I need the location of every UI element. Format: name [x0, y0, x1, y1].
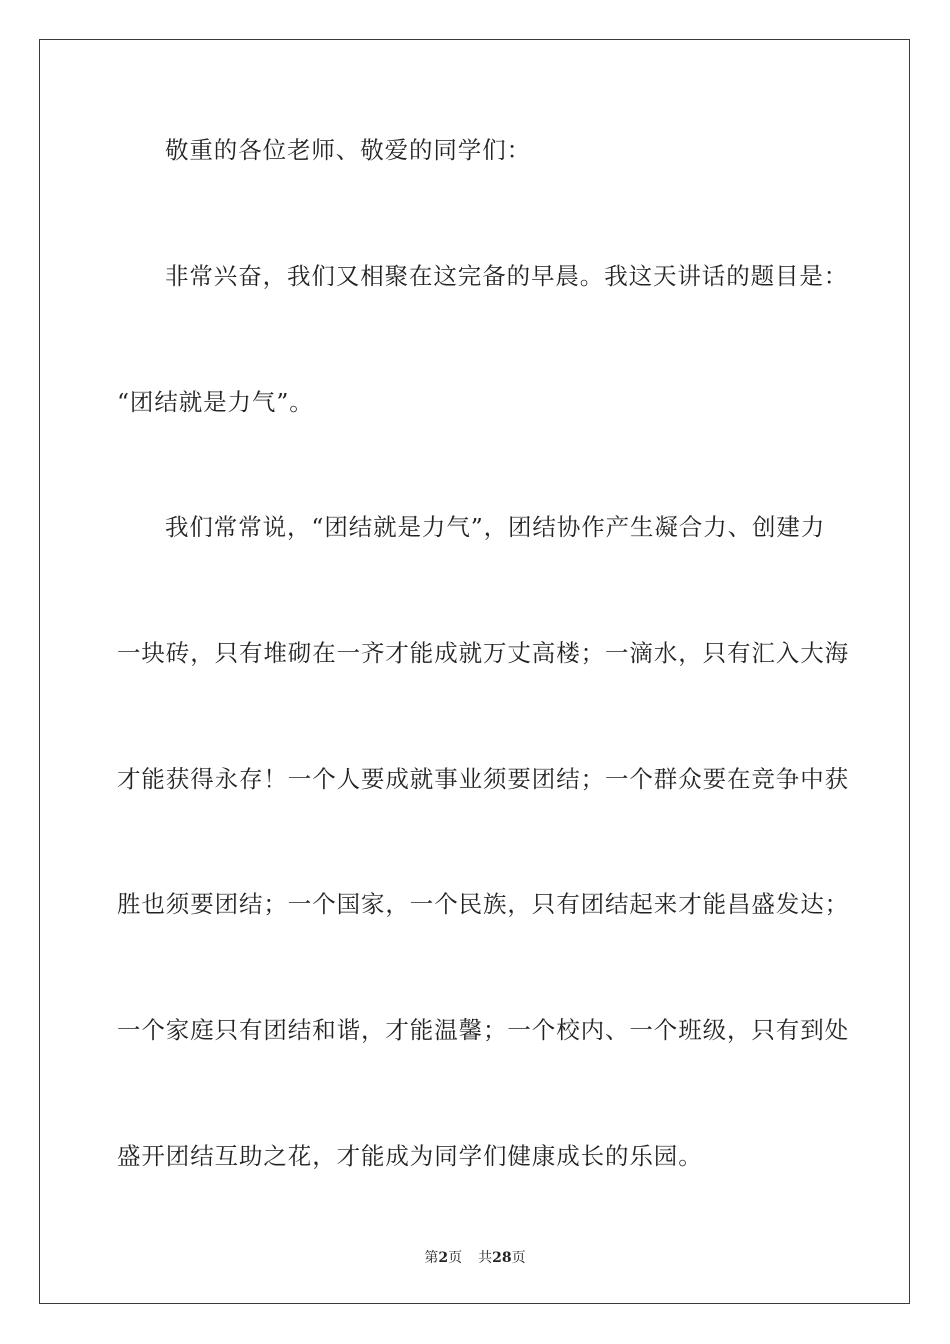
- page-number: 2: [438, 1250, 449, 1266]
- page-border: [39, 39, 910, 1304]
- paragraph-body-line-1: 我们常常说，“团结就是力气”，团结协作产生凝合力、创建力: [165, 513, 826, 541]
- page-footer: [0, 1249, 950, 1267]
- paragraph-body-line-6: 盛开团结互助之花，才能成为同学们健康成长的乐园。: [117, 1142, 703, 1170]
- total-suffix: 页: [511, 1250, 526, 1266]
- paragraph-opening-continued: “团结就是力气”。: [117, 388, 314, 416]
- total-pages: 28: [492, 1250, 512, 1266]
- page-prefix: 第: [424, 1250, 439, 1266]
- paragraph-body-line-4: 胜也须要团结；一个国家，一个民族，只有团结起来才能昌盛发达；: [117, 890, 849, 918]
- total-prefix: 共: [478, 1250, 493, 1266]
- paragraph-body-line-3: 才能获得永存！一个人要成就事业须要团结；一个群众要在竞争中获: [117, 765, 849, 793]
- paragraph-body-line-5: 一个家庭只有团结和谐，才能温馨；一个校内、一个班级，只有到处: [117, 1016, 849, 1044]
- paragraph-opening: 非常兴奋，我们又相聚在这完备的早晨。我这天讲话的题目是：: [165, 262, 849, 290]
- paragraph-body-line-2: 一块砖，只有堆砌在一齐才能成就万丈高楼；一滴水，只有汇入大海: [117, 639, 849, 667]
- paragraph-salutation: 敬重的各位老师、敬爱的同学们：: [165, 136, 531, 164]
- page-suffix: 页: [448, 1250, 463, 1266]
